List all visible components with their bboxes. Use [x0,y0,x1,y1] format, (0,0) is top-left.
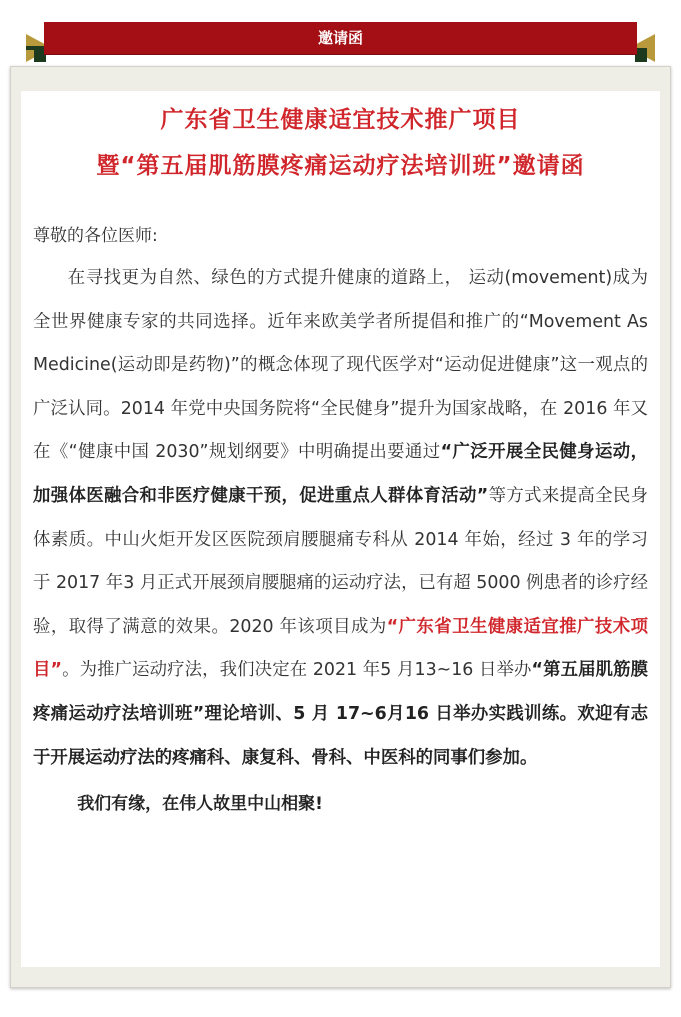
invitation-card [10,66,671,988]
body-emphasis-2: “第五届肌筋膜疼痛运动疗法培训班”理论培训、5 月 17~6月16 日举办实践训练。欢迎有志于开展运动疗法的疼痛科、康复科、骨科、中医科的同事们参加。 [33,660,649,768]
invitation-title [21,91,660,189]
closing-line: 我们有缘，在伟人故里中山相聚! [77,794,323,815]
project-name-highlight: “广东省卫生健康适宜推广技术项目” [33,616,648,681]
title-line-2: 暨“第五届肌筋膜疼痛运动疗法培训班”邀请函 [96,153,585,179]
greeting: 尊敬的各位医师: [33,226,158,246]
body-text-2: 等方式来提高全民身体素质。中山火炬开发区医院颈肩腰腿痛专科从 2014 年始，经过 3 年的学习于 2017 年3 月正式开展颈肩腰腿痛的运动疗法，已有超 5000 例患者的诊疗经验，取得了满意的效果。2020 年该项目成为 [33,485,648,637]
invitation-body [21,91,660,967]
title-line-1: 广东省卫生健康适宜技术推广项目 [160,107,521,133]
ribbon-label: 邀请函 [44,22,637,54]
header-ribbon [0,0,681,70]
body-emphasis-1: “广泛开展全民健身运动，加强体医融合和非医疗健康干预，促进重点人群体育活动” [33,442,648,506]
body-text-1: 在寻找更为自然、绿色的方式提升健康的道路上， 运动(movement)成为全世界健康专家的共同选择。近年来欧美学者所提倡和推广的“Movement As Medicine(运动即是药物)”的概念体现了现代医学对“运动促进健康”这一观点的广泛认同。2014 年党中央国务院将“全民健身”提升为国家战略，在 2016 年又在《“健康中国 2030”规划纲要》中明确提出要通过 [33,268,648,463]
body-text-3: 。为推广运动疗法，我们决定在 2021 年5 月13~16 日举办 [61,660,532,681]
body-paragraph [33,257,648,780]
